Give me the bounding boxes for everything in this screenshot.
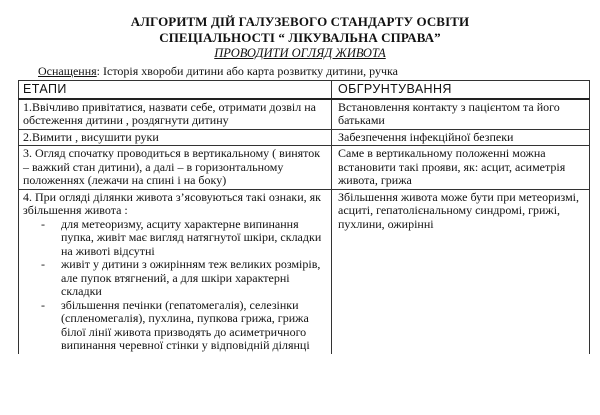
list-item — [23, 299, 328, 353]
header-stages: ЕТАПИ — [19, 81, 332, 99]
list-item-text: для метеоризму, асциту характерне випинання пупка, живіт має вигляд натягнутої шкіри, складки на животі відсутні — [61, 216, 322, 258]
sign-list — [23, 218, 328, 353]
bullet-dash-icon: - — [41, 257, 45, 271]
equipment-line — [38, 64, 398, 78]
stage-cell — [19, 189, 332, 354]
list-item — [23, 258, 328, 299]
document-subtitle: ПРОВОДИТИ ОГЛЯД ЖИВОТА — [214, 46, 386, 60]
justification-cell: Саме в вертикальному положенні можна встановити такі прояви, як: асцит, асиметрія живота, грижа — [332, 146, 590, 190]
justification-cell: Встановлення контакту з пацієнтом та його батьками — [332, 99, 590, 130]
list-item — [23, 218, 328, 259]
table-row — [19, 146, 590, 190]
equipment-text: : Історія хвороби дитини або карта розвитку дитини, ручка — [96, 64, 399, 78]
bullet-dash-icon: - — [41, 297, 45, 312]
equipment-label: Оснащення — [38, 64, 97, 78]
stage-intro: 4. При огляді ділянки живота з’ясовуються такі ознаки, як збільшення живота : — [23, 189, 322, 217]
justification-cell: Забезпечення інфекційної безпеки — [332, 129, 590, 146]
bullet-dash-icon: - — [41, 216, 45, 231]
table-row — [19, 129, 590, 146]
table-row — [19, 189, 590, 354]
table-header-row — [19, 81, 590, 99]
stage-cell: 2.Вимити , висушити руки — [19, 129, 332, 146]
document-title-line-1: АЛГОРИТМ ДІЙ ГАЛУЗЕВОГО СТАНДАРТУ ОСВІТИ — [130, 14, 470, 29]
algorithm-table — [18, 80, 590, 354]
list-item-text: живіт у дитини з ожирінням теж великих розмірів, але пупок втягнений, а для шкіри характерні складки — [61, 257, 321, 298]
document-title-line-2: СПЕЦІАЛЬНОСТІ “ ЛІКУВАЛЬНА СПРАВА” — [159, 30, 441, 45]
stage-cell: 3. Огляд спочатку проводиться в вертикальному ( виняток – важкий стан дитини), а далі – в горизонтальному положеннях (лежачи на спині і на боку) — [19, 146, 332, 190]
table-row — [19, 99, 590, 130]
stage-cell: 1.Ввічливо привітатися, назвати себе, отримати дозвіл на обстеження дитини , роздягнути дитину — [19, 99, 332, 130]
justification-cell: Збільшення живота може бути при метеоризмі, асциті, гепатолієнальному синдромі, грижі, пухлини, ожирінні — [332, 189, 590, 354]
list-item-text: збільшення печінки (гепатомегалія), селезінки (спленомегалія), пухлина, пупкова грижа, грижа білої лінії живота призводять до асиметричного випинання черевної стінки у відповідній ділянці — [61, 297, 310, 352]
header-justification: ОБГРУНТУВАННЯ — [332, 81, 590, 99]
